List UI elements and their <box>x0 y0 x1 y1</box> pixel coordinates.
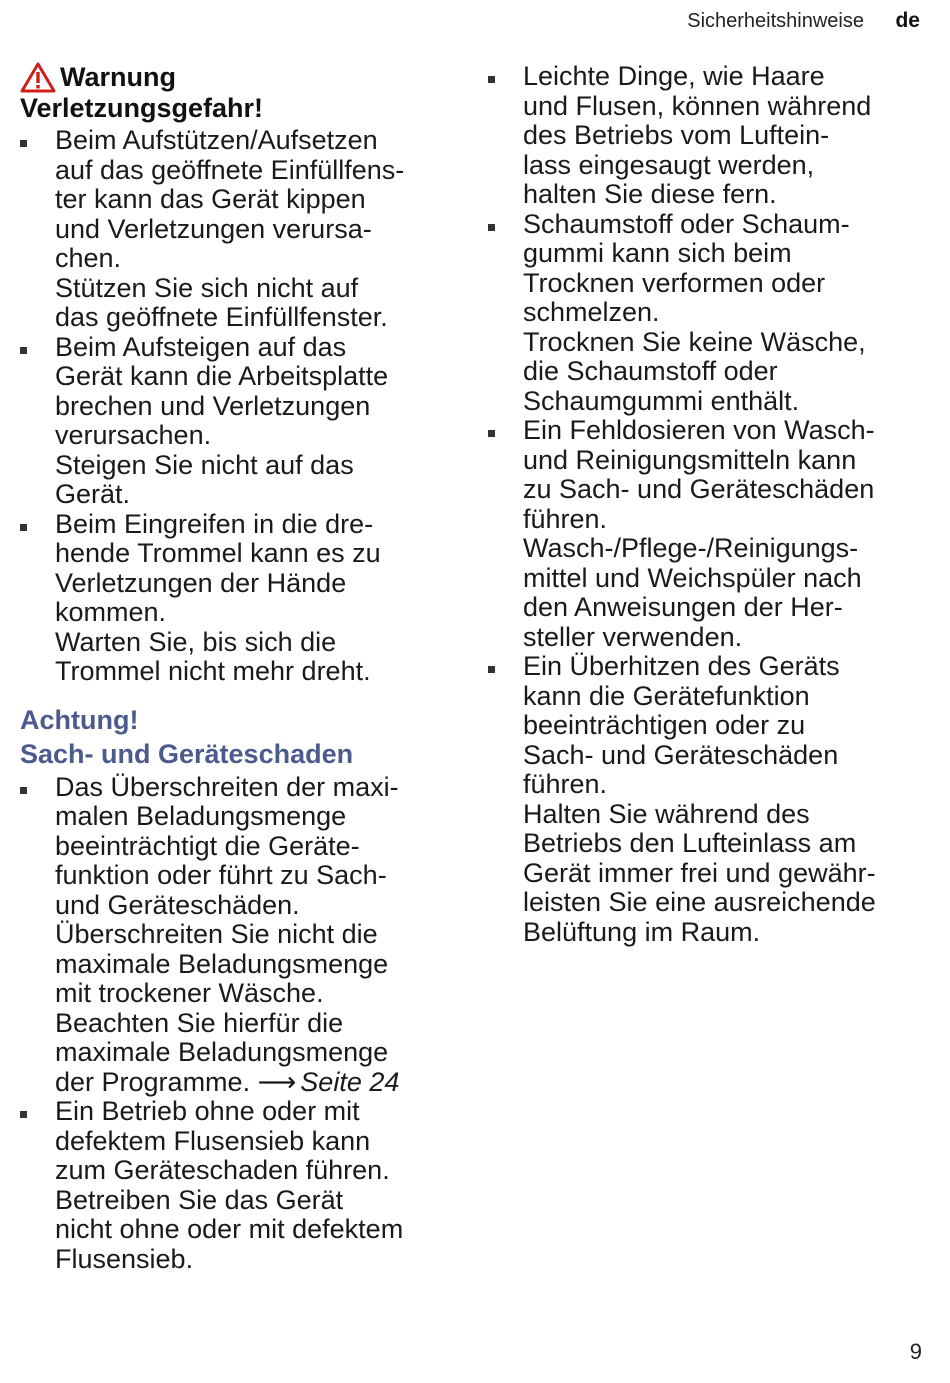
item-text-line: nicht ohne oder mit defektem <box>55 1214 404 1244</box>
item-text-line: kommen. <box>55 597 167 627</box>
page-number: 9 <box>909 1339 922 1364</box>
list-item <box>488 416 928 652</box>
list-item <box>488 652 928 947</box>
list-item <box>488 62 928 210</box>
list-item <box>20 1097 452 1274</box>
item-text-line: schmelzen. <box>523 297 660 327</box>
header-language-code: de <box>895 9 920 32</box>
item-text-line: den Anweisungen der Her- <box>523 592 843 622</box>
item-text-line: steller verwenden. <box>523 621 743 652</box>
item-text-line: Beim Eingreifen in die dre- <box>55 508 374 539</box>
item-text-line: und Reinigungsmitteln kann <box>523 444 857 475</box>
list-item <box>20 773 452 1098</box>
item-text-line: chen. <box>55 243 122 273</box>
item-text-line: Beachten Sie hierfür die <box>55 1007 344 1038</box>
item-text-line: Wasch-/Pflege-/Reinigungs- <box>523 533 859 563</box>
right-column <box>488 62 928 947</box>
item-text-line: lass eingesaugt werden, <box>523 149 815 180</box>
reference-prefix: der Programme. <box>55 1066 258 1097</box>
item-text-line: Schaumstoff oder Schaum- <box>523 208 850 239</box>
bullet-square-icon <box>488 76 495 83</box>
item-text-line: und Flusen, können während <box>523 90 872 121</box>
item-text-line: und Geräteschäden. <box>55 889 300 920</box>
item-text-line: gummi kann sich beim <box>523 238 792 268</box>
item-text-line: Beim Aufsteigen auf das <box>55 331 347 362</box>
item-text-line: Stützen Sie sich nicht auf <box>55 272 359 303</box>
item-text-line: Schaumgummi enthält. <box>523 385 800 416</box>
warning-heading <box>20 62 452 93</box>
item-text-line: das geöffnete Einfüllfenster. <box>55 302 388 332</box>
list-item <box>20 333 452 510</box>
item-text-line: zu Sach- und Geräteschäden <box>523 474 875 504</box>
item-text-line: halten Sie diese fern. <box>523 179 777 209</box>
item-text-line: kann die Gerätefunktion <box>523 680 810 711</box>
caution-heading: Achtung! <box>20 704 139 735</box>
item-text-line: mit trockener Wäsche. <box>55 978 324 1008</box>
warning-triangle-icon <box>20 62 56 93</box>
item-text-line: beeinträchtigen oder zu <box>523 710 806 740</box>
warning-list <box>20 126 452 687</box>
item-text-line: und Verletzungen verursa- <box>55 213 372 244</box>
item-text-line: Gerät kann die Arbeitsplatte <box>55 361 389 391</box>
item-text-line: Halten Sie während des <box>523 798 810 829</box>
warning-subtitle: Verletzungsgefahr! <box>20 93 264 123</box>
bullet-square-icon <box>488 224 495 231</box>
page-reference-link[interactable]: Seite 24 <box>300 1066 400 1097</box>
item-text-line: verursachen. <box>55 420 212 450</box>
item-text-line: Ein Betrieb ohne oder mit <box>55 1096 360 1126</box>
header-section-title: Sicherheitshinweise <box>687 10 864 32</box>
item-text-line: führen. <box>523 503 608 534</box>
list-item <box>488 210 928 417</box>
item-text-line: Ein Fehldosieren von Wasch- <box>523 415 875 445</box>
item-text-line: Warten Sie, bis sich die <box>55 626 337 657</box>
page-reference-line <box>55 1068 452 1098</box>
item-text-line: Trocknen verformen oder <box>523 267 826 298</box>
item-text-line: Beim Aufstützen/Aufsetzen <box>55 125 378 155</box>
item-text-line: Betreiben Sie das Gerät <box>55 1184 344 1215</box>
item-text-line: mittel und Weichspüler nach <box>523 562 862 593</box>
item-text-line: Steigen Sie nicht auf das <box>55 449 354 480</box>
item-text-line: Das Überschreiten der maxi- <box>55 771 399 802</box>
item-text-line: des Betriebs vom Luftein- <box>523 120 830 150</box>
item-text-line: funktion oder führt zu Sach- <box>55 860 387 890</box>
caution-list <box>20 773 452 1275</box>
bullet-square-icon <box>488 430 495 437</box>
item-text-line: Überschreiten Sie nicht die <box>55 919 378 949</box>
item-text-line: Belüftung im Raum. <box>523 916 761 947</box>
left-column <box>20 62 452 1274</box>
item-text-line: Trommel nicht mehr dreht. <box>55 656 371 686</box>
bullet-square-icon <box>20 347 27 354</box>
item-text-line: Trocknen Sie keine Wäsche, <box>523 326 866 357</box>
item-text-line: die Schaumstoff oder <box>523 356 778 386</box>
caution-subtitle: Sach- und Geräteschaden <box>20 738 354 769</box>
item-text-line: Gerät. <box>55 479 131 509</box>
warning-label: Warnung <box>60 62 176 92</box>
item-text-line: maximale Beladungsmenge <box>55 948 389 979</box>
item-text-line: maximale Beladungsmenge <box>55 1037 389 1067</box>
item-text-line: brechen und Verletzungen <box>55 390 371 421</box>
item-text-line: defektem Flusensieb kann <box>55 1125 371 1156</box>
item-text-line: zum Geräteschaden führen. <box>55 1155 390 1185</box>
item-text-line: Flusensieb. <box>55 1243 194 1274</box>
bullet-square-icon <box>20 524 27 531</box>
item-text-line: Gerät immer frei und gewähr- <box>523 857 876 888</box>
item-text-line: malen Beladungsmenge <box>55 801 347 831</box>
arrow-right-icon: ⟶ <box>257 1066 297 1097</box>
bullet-square-icon <box>20 140 27 147</box>
item-text-line: Sach- und Geräteschäden <box>523 739 839 770</box>
item-text-line: Leichte Dinge, wie Haare <box>523 61 825 91</box>
item-text-line: leisten Sie eine ausreichende <box>523 887 876 917</box>
bullet-square-icon <box>20 1111 27 1118</box>
list-item <box>20 510 452 687</box>
item-text-line: Ein Überhitzen des Geräts <box>523 651 840 681</box>
item-text-line: ter kann das Gerät kippen <box>55 184 366 214</box>
item-text-line: beeinträchtigt die Geräte- <box>55 830 360 861</box>
item-text-line: führen. <box>523 769 608 799</box>
right-list <box>488 62 928 947</box>
item-text-line: hende Trommel kann es zu <box>55 538 381 568</box>
item-text-line: auf das geöffnete Einfüllfens- <box>55 154 405 185</box>
item-text-line: Betriebs den Lufteinlass am <box>523 828 857 858</box>
bullet-square-icon <box>20 787 27 794</box>
item-text-line: Verletzungen der Hände <box>55 567 347 598</box>
bullet-square-icon <box>488 666 495 673</box>
list-item <box>20 126 452 333</box>
